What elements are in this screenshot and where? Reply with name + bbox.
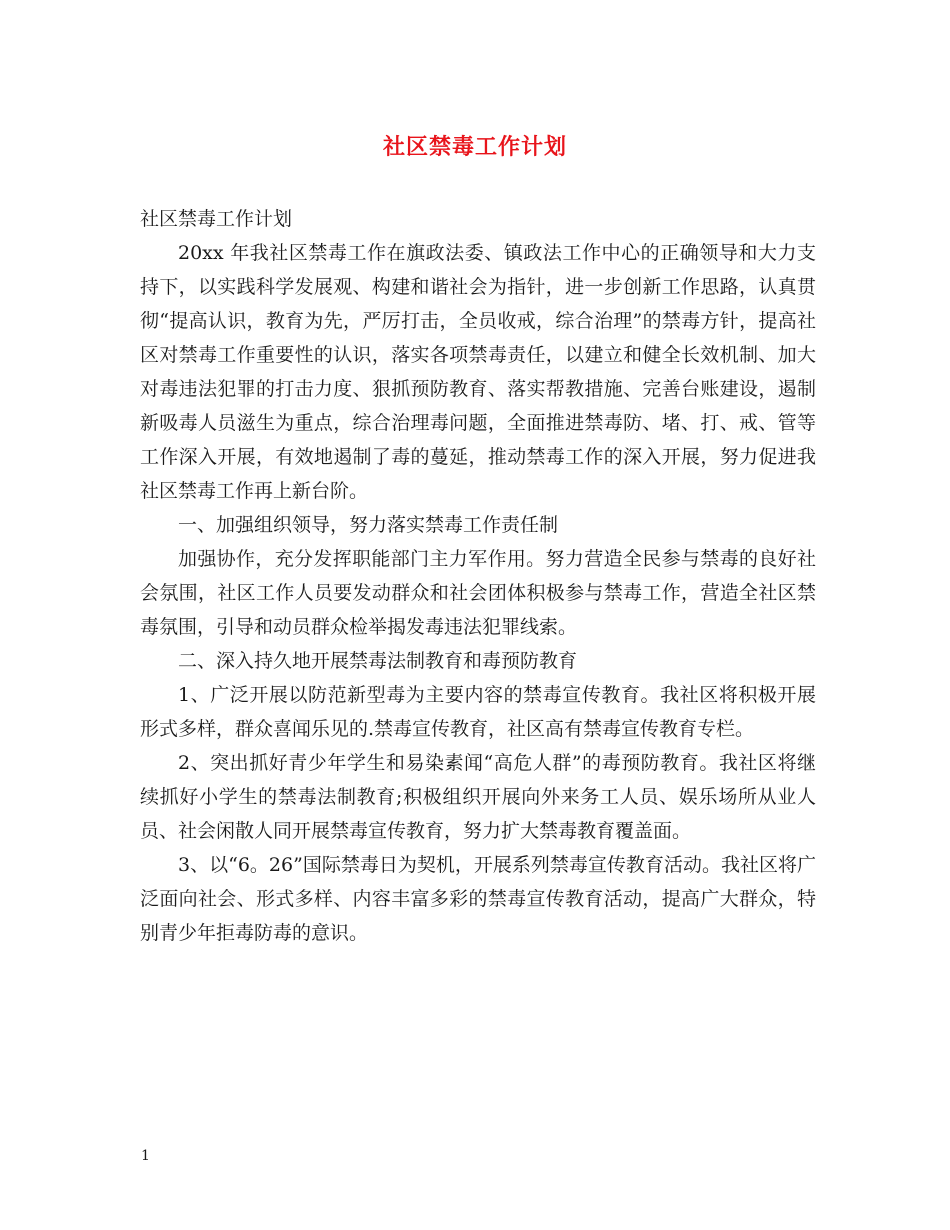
page-number: 1	[141, 1148, 150, 1164]
body-paragraph: 3、以“6。26”国际禁毒日为契机，开展系列禁毒宣传教育活动。我社区将广泛面向社会、形式多样、内容丰富多彩的禁毒宣传教育活动，提高广大群众，特别青少年拒毒防毒的意识。	[140, 854, 816, 944]
document-body	[140, 202, 816, 950]
body-paragraph: 1、广泛开展以防范新型毒为主要内容的禁毒宣传教育。我社区将积极开展形式多样，群众喜闻乐见的.禁毒宣传教育，社区高有禁毒宣传教育专栏。	[140, 684, 816, 740]
section-heading: 二、深入持久地开展禁毒法制教育和毒预防教育	[178, 650, 578, 672]
body-paragraph: 加强协作，充分发挥职能部门主力军作用。努力营造全民参与禁毒的良好社会氛围，社区工作人员要发动群众和社会团体积极参与禁毒工作，营造全社区禁毒氛围，引导和动员群众检举揭发毒违法犯罪线索。	[140, 548, 816, 638]
body-paragraph: 2、突出抓好青少年学生和易染素闻“高危人群”的毒预防教育。我社区将继续抓好小学生的禁毒法制教育;积极组织开展向外来务工人员、娱乐场所从业人员、社会闲散人同开展禁毒宣传教育，努力扩大禁毒教育覆盖面。	[140, 752, 816, 842]
document-title: 社区禁毒工作计划	[382, 134, 567, 160]
document-subtitle: 社区禁毒工作计划	[140, 208, 293, 230]
body-paragraph: 20xx 年我社区禁毒工作在旗政法委、镇政法工作中心的正确领导和大力支持下，以实践科学发展观、构建和谐社会为指针，进一步创新工作思路，认真贯彻“提高认识，教育为先，严厉打击，全员收戒，综合治理”的禁毒方针，提高社区对禁毒工作重要性的认识，落实各项禁毒责任，以建立和健全长效机制、加大对毒违法犯罪的打击力度、狠抓预防教育、落实帮教措施、完善台账建设，遏制新吸毒人员滋生为重点，综合治理毒问题，全面推进禁毒防、堵、打、戒、管等工作深入开展，有效地遏制了毒的蔓延，推动禁毒工作的深入开展，努力促进我社区禁毒工作再上新台阶。	[140, 242, 816, 502]
section-heading: 一、加强组织领导，努力落实禁毒工作责任制	[178, 514, 559, 536]
